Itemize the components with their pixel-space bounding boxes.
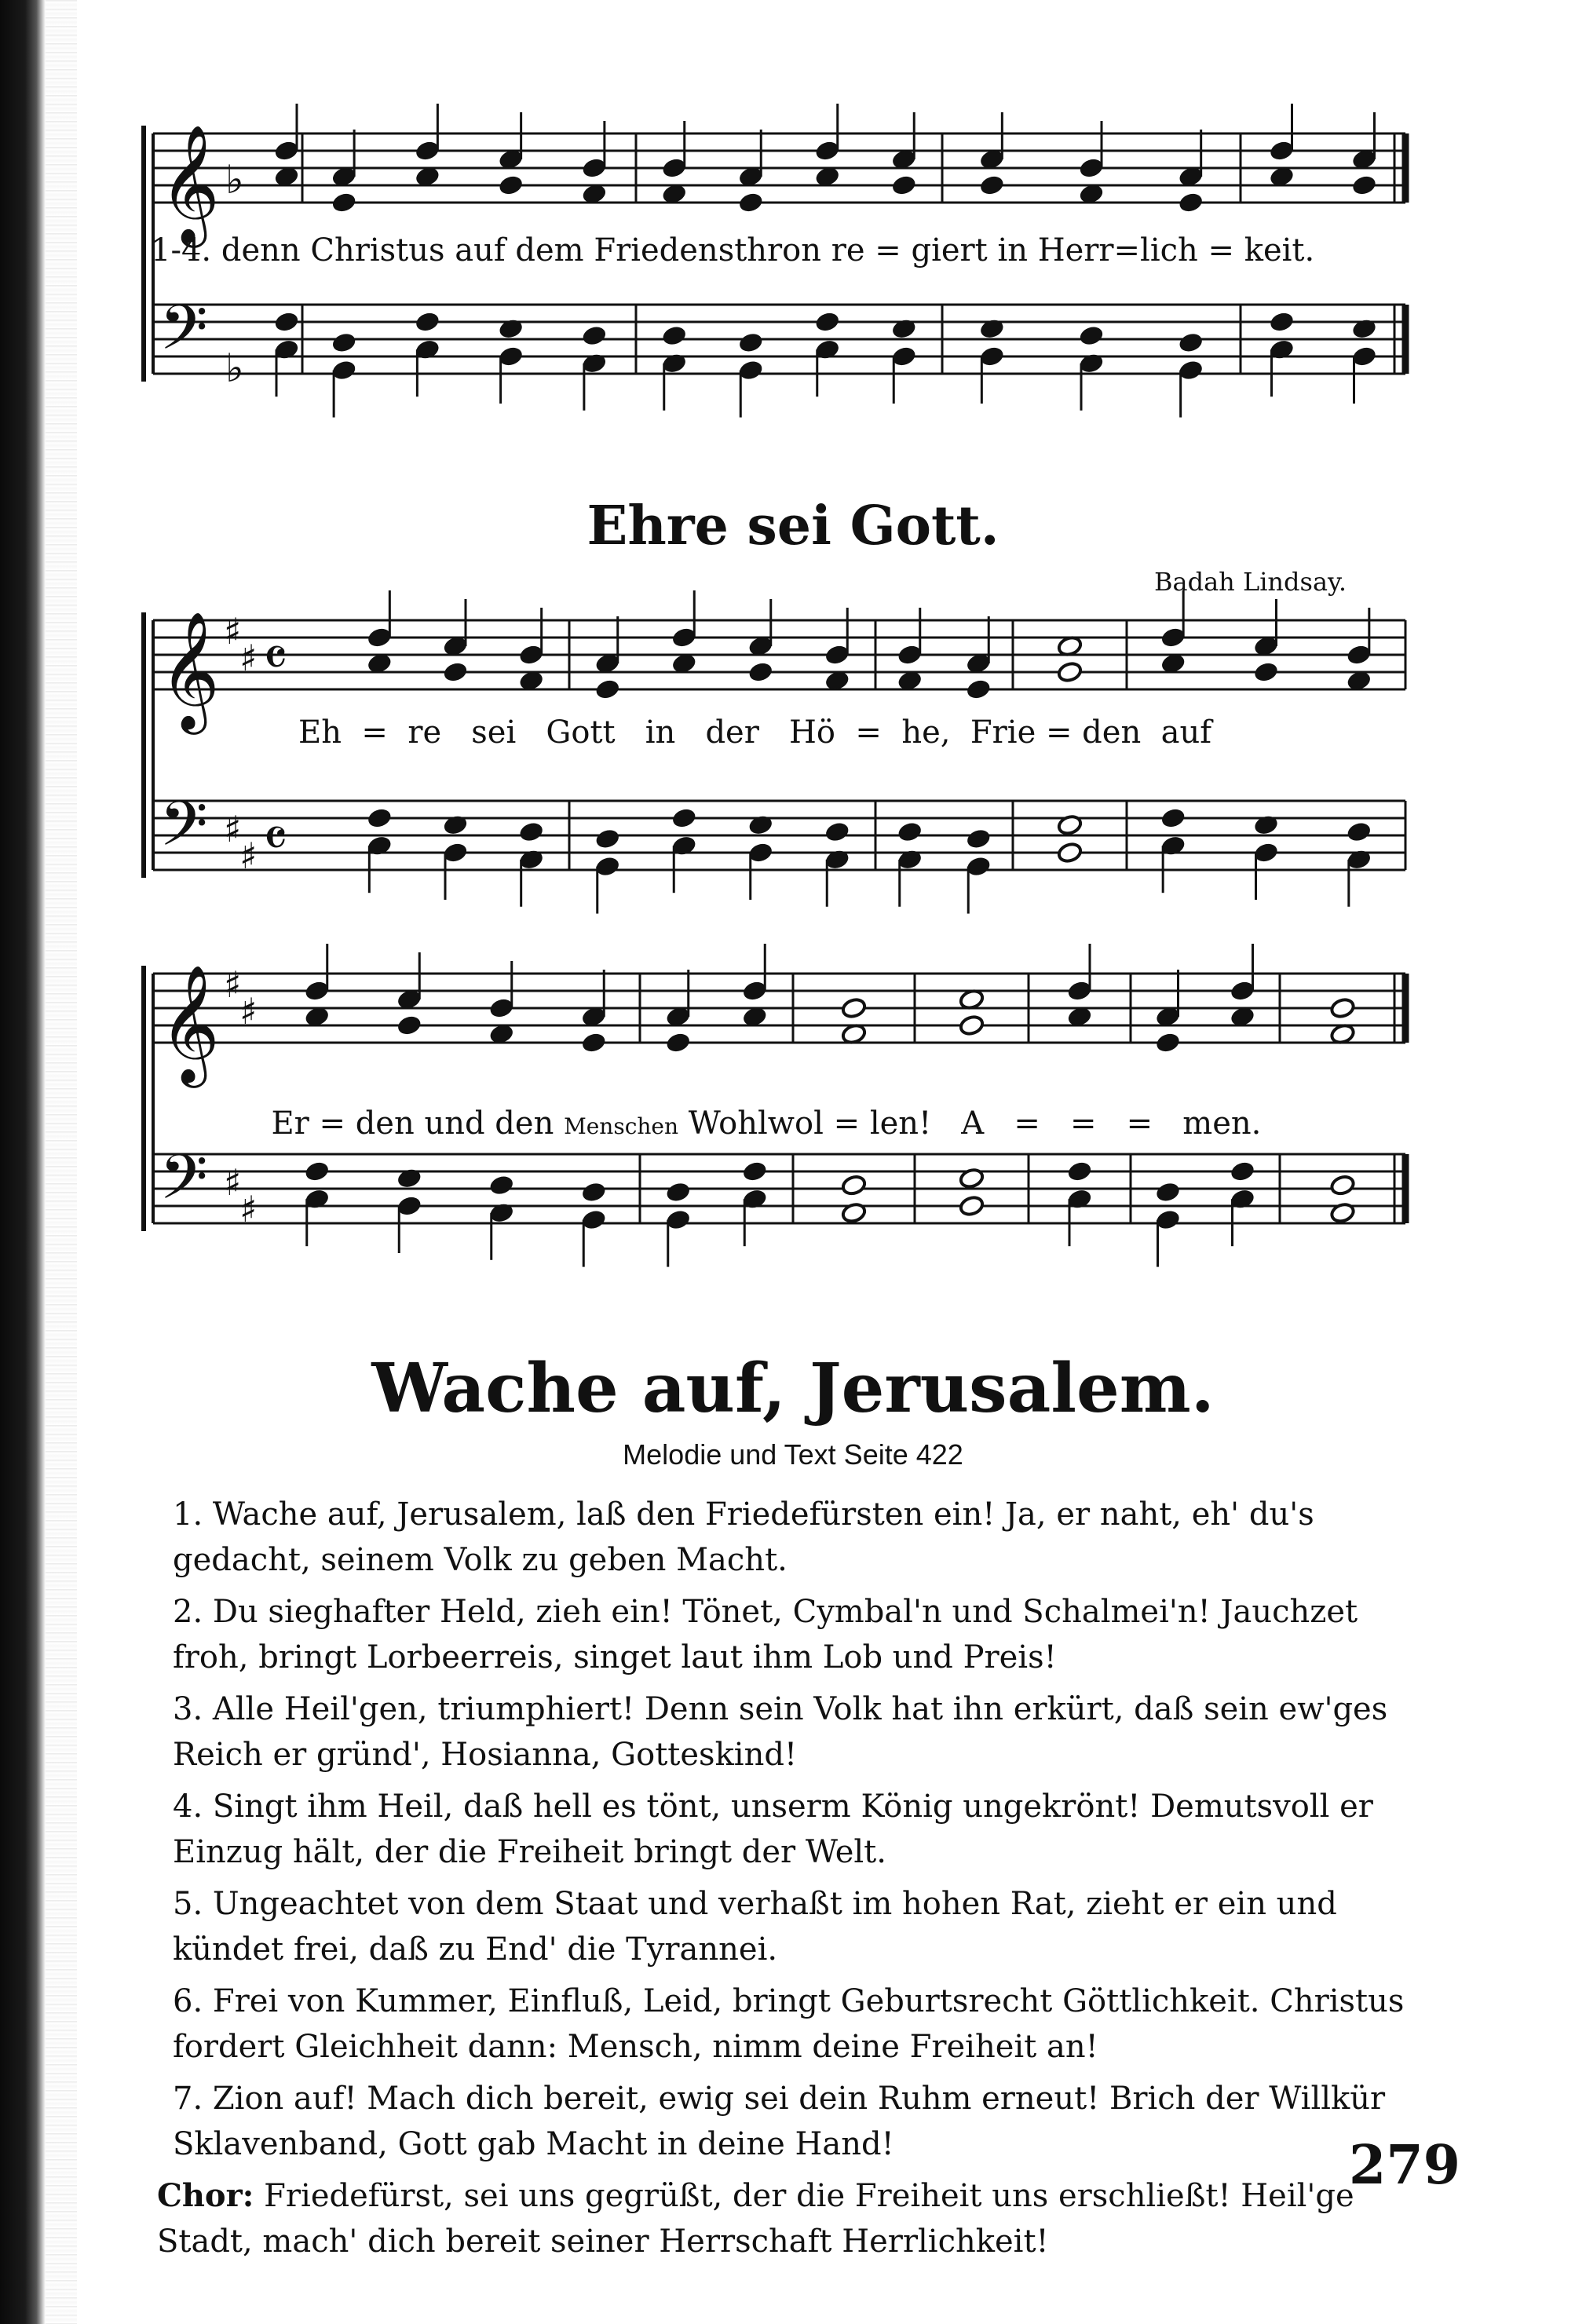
sharp-icon: ♯	[224, 963, 242, 1006]
bass-clef-icon: 𝄢	[159, 787, 208, 875]
note-head	[661, 324, 687, 346]
note-head	[747, 661, 773, 683]
sharp-icon: ♯	[224, 610, 242, 652]
note-head	[498, 174, 524, 196]
sharp-icon: ♯	[239, 637, 258, 679]
note-head	[959, 1195, 985, 1217]
bass-clef-icon: 𝄢	[159, 291, 208, 379]
note-head	[518, 820, 544, 842]
note-head	[814, 311, 840, 333]
note-head	[396, 1014, 422, 1036]
sharp-icon: ♯	[239, 835, 258, 877]
lyric-text: Er = den und den	[271, 1105, 565, 1142]
page-number: 279	[1349, 2134, 1460, 2197]
note-head	[1066, 1160, 1092, 1182]
note-head	[1269, 311, 1295, 333]
verse-range-label: 1-4.	[151, 232, 212, 269]
note-head	[1230, 1160, 1255, 1182]
note-head	[966, 828, 992, 850]
note-head	[1057, 661, 1083, 683]
note-head	[442, 661, 468, 683]
system2-lyric-line: Eh = re sei Gott in der Hö = he, Frie = den auf	[298, 714, 1212, 751]
note-head	[304, 1160, 330, 1182]
note-head	[966, 678, 992, 700]
verse: 1. Wache auf, Jerusalem, laß den Friedefürsten ein! Ja, er naht, eh' du's gedacht, seinem Volk zu geben Macht.	[173, 1496, 1314, 1578]
verse: 6. Frei von Kummer, Einfluß, Leid, bringt Geburtsrecht Göttlichkeit. Christus fordert Gleichheit dann: Mensch, nimm deine Freiheit an!	[173, 1983, 1405, 2065]
note-head	[581, 1181, 607, 1203]
note-head	[1346, 820, 1372, 842]
system1-lyric-line	[151, 232, 1314, 269]
system3-lyric-line	[251, 1069, 1261, 1142]
verse: 7. Zion auf! Mach dich bereit, ewig sei dein Ruhm erneut! Brich der Willkür Sklavenband, Gott gab Macht in deine Hand!	[173, 2081, 1386, 2162]
sharp-icon: ♯	[224, 1161, 242, 1204]
note-head	[273, 311, 299, 333]
note-head	[1160, 807, 1186, 829]
sharp-icon: ♯	[224, 808, 242, 850]
note-head	[1155, 1181, 1181, 1203]
verse: 4. Singt ihm Heil, daß hell es tönt, unserm König ungekrönt! Demutsvoll er Einzug hält, der die Freiheit bringt der Welt.	[173, 1789, 1373, 1870]
note-head	[959, 1014, 985, 1036]
note-head	[1155, 1032, 1181, 1054]
note-head	[738, 192, 764, 214]
note-head	[488, 1174, 514, 1196]
common-time-icon: 𝄴	[263, 626, 288, 690]
treble-clef-icon: 𝄞	[159, 123, 220, 243]
note-head	[1329, 997, 1355, 1019]
flat-icon: ♭	[225, 157, 244, 203]
verse: 3. Alle Heil'gen, triumphiert! Denn sein Volk hat ihn erkürt, daß sein ew'ges Reich er gründ', Hosianna, Gotteskind!	[173, 1691, 1388, 1773]
note-head	[1253, 661, 1279, 683]
note-head	[841, 1174, 867, 1196]
treble-clef-icon: 𝄞	[159, 963, 220, 1083]
note-head	[1178, 192, 1204, 214]
composer-credit: Badah Lindsay.	[1154, 567, 1347, 597]
verse: 2. Du sieghafter Held, zieh ein! Tönet, Cymbal'n und Schalmei'n! Jauchzet froh, bringt Lorbeerreis, singet laut ihm Lob und Preis!	[173, 1594, 1358, 1675]
lyric-text: Wohlwol = len! A = = = men.	[678, 1105, 1262, 1142]
common-time-icon: 𝄴	[263, 806, 288, 871]
note-head	[742, 1160, 768, 1182]
note-head	[824, 820, 850, 842]
note-head	[979, 174, 1005, 196]
chorus-text: Friedefürst, sei uns gegrüßt, der die Freiheit uns erschließt! Heil'ge Stadt, mach' dich bereit seiner Herrschaft Herrlichkeit!	[157, 2178, 1354, 2260]
sharp-icon: ♯	[239, 990, 258, 1032]
treble-clef-icon: 𝄞	[159, 610, 220, 729]
note-head	[671, 807, 697, 829]
note-head	[331, 331, 357, 353]
note-head	[581, 324, 607, 346]
chorus	[157, 2173, 1429, 2264]
note-head	[415, 311, 440, 333]
song-title-ehre-sei-gott: Ehre sei Gott.	[587, 495, 999, 557]
song-subtitle: Melodie und Text Seite 422	[623, 1438, 963, 1471]
note-head	[738, 331, 764, 353]
lyric-small-word: Menschen	[564, 1113, 679, 1139]
note-head	[1329, 1174, 1355, 1196]
note-head	[1057, 842, 1083, 864]
song-title-wache-auf: Wache auf, Jerusalem.	[371, 1349, 1215, 1428]
note-head	[1178, 331, 1204, 353]
note-head	[594, 828, 620, 850]
flat-icon: ♭	[225, 345, 244, 391]
verse-list	[157, 1492, 1429, 2271]
note-head	[594, 678, 620, 700]
verse: 5. Ungeachtet von dem Staat und verhaßt im hohen Rat, zieht er ein und kündet frei, daß zu End' die Tyrannei.	[173, 1886, 1337, 1968]
note-head	[1351, 174, 1377, 196]
note-head	[581, 1032, 607, 1054]
note-head	[841, 997, 867, 1019]
chorus-label: Chor:	[157, 2177, 254, 2214]
note-head	[1078, 324, 1104, 346]
sharp-icon: ♯	[239, 1188, 258, 1230]
note-head	[665, 1181, 691, 1203]
note-head	[665, 1032, 691, 1054]
bass-clef-icon: 𝄢	[159, 1141, 208, 1229]
lyric-text: denn Christus auf dem Friedensthron re = giert in Herr=lich = keit.	[221, 232, 1315, 269]
note-head	[897, 820, 923, 842]
note-head	[331, 192, 357, 214]
note-head	[367, 807, 393, 829]
note-head	[891, 174, 917, 196]
